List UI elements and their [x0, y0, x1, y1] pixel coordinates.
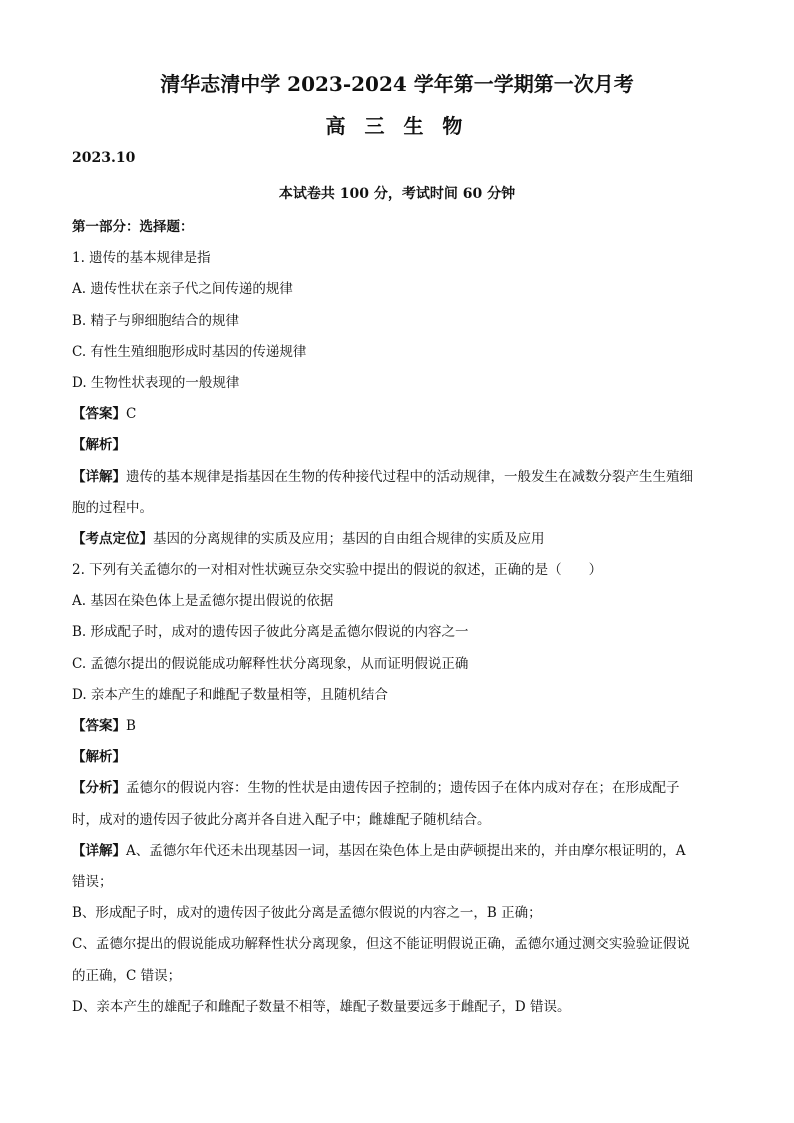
q1-answer-value: C — [126, 406, 137, 423]
q1-option-a: A. 遗传性状在亲子代之间传递的规律 — [72, 281, 293, 298]
q1-option-c: C. 有性生殖细胞形成时基因的传递规律 — [72, 343, 307, 360]
section-heading: 第一部分：选择题： — [72, 219, 194, 235]
q2-option-d: D. 亲本产生的雄配子和雌配子数量相等，且随机结合 — [72, 686, 388, 703]
q1-detail-line1 — [72, 462, 724, 493]
q1-detail-text1: 遗传的基本规律是指基因在生物的传种接代过程中的活动规律，一般发生在减数分裂产生生殖细 — [126, 468, 693, 485]
q2-detail-d: D、亲本产生的雄配子和雌配子数量不相等，雄配子数量要远多于雌配子，D 错误。 — [72, 998, 571, 1015]
exam-date: 2023.10 — [72, 150, 136, 166]
q2-answer — [72, 711, 724, 742]
q2-option-a: A. 基因在染色体上是孟德尔提出假说的依据 — [72, 593, 334, 610]
q2-detail-a-text1: A、孟德尔年代还未出现基因一词，基因在染色体上是由萨顿提出来的，并由摩尔根证明的，A — [126, 842, 686, 859]
q1-detail-tag: 【详解】 — [72, 468, 126, 485]
q2-option-c: C. 孟德尔提出的假说能成功解释性状分离现象，从而证明假说正确 — [72, 655, 469, 672]
q1-stem: 1. 遗传的基本规律是指 — [72, 250, 211, 267]
q1-answer-tag: 【答案】 — [72, 406, 126, 423]
q1-answer — [72, 399, 724, 430]
q1-analysis-tag: 【解析】 — [72, 437, 126, 454]
q2-answer-value: B — [126, 718, 136, 734]
q1-keypoint-text: 基因的分离规律的实质及应用；基因的自由组合规律的实质及应用 — [153, 530, 545, 547]
q1-detail-line2: 胞的过程中。 — [72, 499, 153, 516]
q2-detail-c-line2: 的正确，C 错误； — [72, 967, 182, 984]
q2-detail-tag: 【详解】 — [72, 842, 126, 859]
q1-option-d: D. 生物性状表现的一般规律 — [72, 374, 240, 391]
q2-option-b: B. 形成配子时，成对的遗传因子彼此分离是孟德尔假说的内容之一 — [72, 624, 469, 641]
document-title: 清华志清中学 2023-2024 学年第一学期第一次月考 — [160, 72, 634, 96]
q2-answer-tag: 【答案】 — [72, 718, 126, 734]
q2-fenxi-text1: 孟德尔的假说内容：生物的性状是由遗传因子控制的；遗传因子在体内成对存在；在形成配子 — [126, 780, 680, 797]
q1-keypoint-tag: 【考点定位】 — [72, 530, 153, 547]
q2-fenxi-line2: 时，成对的遗传因子彼此分离并各自进入配子中；雌雄配子随机结合。 — [72, 811, 491, 828]
q2-detail-a-line1 — [72, 836, 724, 867]
document-body — [72, 212, 724, 1023]
q2-analysis-tag: 【解析】 — [72, 749, 126, 766]
q2-fenxi-tag: 【分析】 — [72, 780, 126, 797]
q2-fenxi-line1 — [72, 773, 724, 804]
exam-info: 本试卷共 100 分，考试时间 60 分钟 — [278, 186, 516, 202]
q2-stem: 2. 下列有关孟德尔的一对相对性状豌豆杂交实验中提出的假说的叙述，正确的是（ ） — [72, 562, 603, 579]
q2-detail-b: B、形成配子时，成对的遗传因子彼此分离是孟德尔假说的内容之一，B 正确； — [72, 905, 542, 922]
q2-detail-a-line2: 错误； — [72, 873, 113, 890]
q2-detail-c-line1: C、孟德尔提出的假说能成功解释性状分离现象，但这不能证明假说正确，孟德尔通过测交实验验证假说 — [72, 936, 690, 953]
q1-keypoint — [72, 524, 724, 555]
document-subtitle: 高 三 生 物 — [325, 114, 469, 138]
q1-option-b: B. 精子与卵细胞结合的规律 — [72, 312, 240, 329]
